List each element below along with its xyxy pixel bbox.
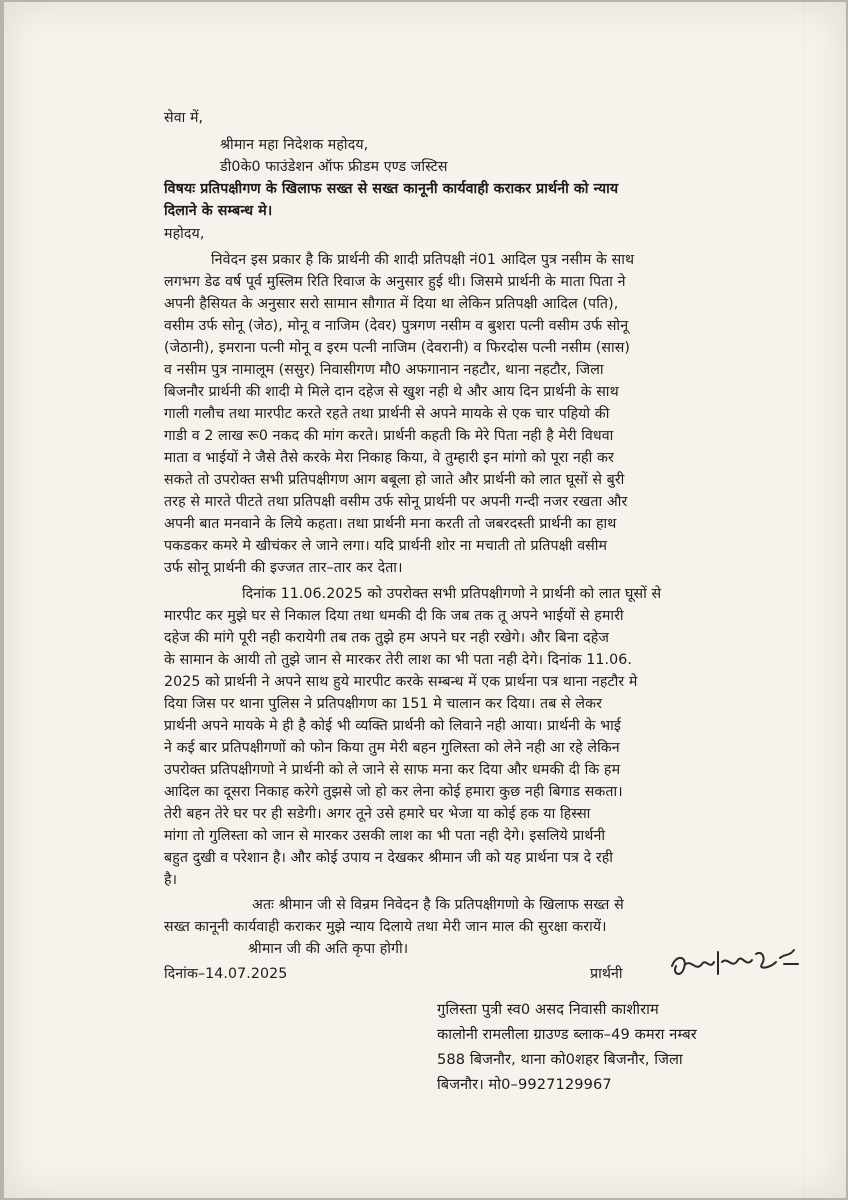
- body-line: अतः श्रीमान जी से विन्रम निवेदन है कि प्रतिपक्षीगणो के खिलाफ सख्त से: [252, 897, 624, 913]
- body-line: गाली गलौच तथा मारपीट करते रहते तथा प्रार्थनी से अपने मायके से एक चार पहियो की: [164, 406, 610, 422]
- body-line: दिनांक 11.06.2025 को उपरोक्त सभी प्रतिपक्षीगणो ने प्रार्थनी को लात घूसों से: [242, 586, 662, 602]
- recipient-org: डी0के0 फाउंडेशन ऑफ फ्रीडम एण्ड जस्टिस: [220, 159, 448, 175]
- subject-line-2: दिलाने के सम्बन्ध मे।: [164, 203, 273, 219]
- body-line: मांगा तो गुलिस्ता को जान से मारकर उसकी लाश का भी पता नही देगे। इसलिये प्रार्थनी: [164, 828, 606, 844]
- body-line: वसीम उर्फ सोनू (जेठ), मोनू व नाजिम (देवर) पुत्रगण नसीम व बुशरा पत्नी वसीम उर्फ सोनू: [164, 318, 629, 334]
- body-line: सकते तो उपरोक्त सभी प्रतिपक्षीगण आग बबूला हो जाते और प्रार्थनी को लात घूसों से बुरी: [164, 472, 625, 488]
- body-line: व नसीम पुत्र नामालूम (ससुर) निवासीगण मौ0 अफगानान नहटौर, थाना नहटौर, जिला: [164, 362, 604, 378]
- letter-page: [4, 2, 846, 1198]
- body-line: मारपीट कर मुझे घर से निकाल दिया तथा धमकी दी कि जब तक तू अपने भाईयों से हमारी: [164, 608, 624, 624]
- body-line: निवेदन इस प्रकार है कि प्रार्थनी की शादी प्रतिपक्षी नं01 आदिल पुत्र नसीम के साथ: [211, 252, 635, 268]
- body-line: बिजनौर प्रार्थनी की शादी मे मिले दान दहेज से खुश नही थे और आय दिन प्रार्थनी के साथ: [164, 384, 619, 400]
- recipient-name: श्रीमान महा निदेशक महोदय,: [220, 137, 369, 153]
- body-line: तेरी बहन तेरे घर पर ही सडेगी। अगर तूने उसे हमारे घर भेजा या कोई हक या हिस्सा: [164, 806, 591, 822]
- applicant-label: प्रार्थनी: [590, 966, 623, 982]
- body-line: गाडी व 2 लाख रू0 नकद की मांग करते। प्रार्थनी कहती कि मेरे पिता नही है मेरी विधवा: [164, 428, 614, 444]
- body-line: है।: [164, 872, 178, 888]
- body-line: बहुत दुखी व परेशान है। और कोई उपाय न देखकर श्रीमान जी को यह प्रार्थना पत्र दे रही: [164, 850, 614, 866]
- body-line: श्रीमान जी की अति कृपा होगी।: [248, 941, 409, 957]
- body-line: दहेज की मांगे पूरी नही करायेगी तब तक तुझे हम अपने घर नही रखेगे। और बिना दहेज: [164, 630, 610, 646]
- body-line: ने कई बार प्रतिपक्षीगणों को फोन किया तुम मेरी बहन गुलिस्ता को लेने नही आ रहे लेकिन: [164, 740, 620, 756]
- body-line: उपरोक्त प्रतिपक्षीगणो ने प्रार्थनी को ले जाने से साफ मना कर दिया और धमकी दी कि हम: [164, 762, 621, 778]
- body-line: 2025 को प्रार्थनी ने अपने साथ हुये मारपीट करके सम्बन्ध में एक प्रार्थना पत्र थाना नहटौर मे: [164, 674, 638, 690]
- body-line: लगभग डेढ वर्ष पूर्व मुस्लिम रिति रिवाज के अनुसार हुई थी। जिसमे प्रार्थनी के माता पिता ने: [164, 274, 626, 290]
- address-line: कालोनी रामलीला ग्राउण्ड ब्लाक–49 कमरा नम्बर: [437, 1026, 697, 1043]
- date-line: दिनांक–14.07.2025: [164, 966, 288, 982]
- body-line: उर्फ सोनू प्रार्थनी की इज्जत तार–तार कर देता।: [164, 560, 403, 576]
- body-line: माता व भाईयों ने जैसे तैसे करके मेरा निकाह किया, वे तुम्हारी इन मांगो को पूरा नही कर: [164, 450, 614, 466]
- address-line: गुलिस्ता पुत्री स्व0 असद निवासी काशीराम: [437, 1001, 659, 1018]
- body-line: अपनी हैसियत के अनुसार सरो सामान सौगात में दिया था लेकिन प्रतिपक्षी आदिल (पति),: [164, 296, 619, 312]
- address-line: बिजनौर। मो0–9927129967: [437, 1076, 612, 1093]
- body-line: के सामान के आयी तो तुझे जान से मारकर तेरी लाश का भी पता नही देगे। दिनांक 11.06.: [164, 652, 632, 668]
- body-line: सख्त कानूनी कार्यवाही कराकर मुझे न्याय दिलाये तथा मेरी जान माल की सुरक्षा करायें।: [164, 919, 607, 935]
- body-line: तरह से मारते पीटते तथा प्रतिपक्षी वसीम उर्फ सोनू प्रार्थनी पर अपनी गन्दी नजर रखता और: [164, 494, 628, 510]
- body-line: प्रार्थनी अपने मायके मे ही है कोई भी व्यक्ति प्रार्थनी को लिवाने नही आया। प्रार्थनी के भाई: [164, 718, 621, 734]
- body-line: अपनी बात मनवाने के लिये कहता। तथा प्रार्थनी मना करती तो जबरदस्ती प्रार्थनी का हाथ: [164, 516, 617, 532]
- body-line: दिया जिस पर थाना पुलिस ने प्रतिपक्षीगण का 151 मे चालान कर दिया। तब से लेकर: [164, 696, 602, 712]
- salutation-to: सेवा में,: [164, 110, 204, 126]
- greeting: महोदय,: [164, 226, 205, 242]
- signature-icon: [666, 944, 801, 984]
- address-line: 588 बिजनौर, थाना को0शहर बिजनौर, जिला: [437, 1051, 683, 1068]
- paper-fold: [804, 2, 806, 1198]
- body-line: आदिल का दूसरा निकाह करेगे तुझसे जो हो कर लेना कोई हमारा कुछ नही बिगाड सकता।: [164, 784, 623, 800]
- body-line: पकडकर कमरे मे खीचंकर ले जाने लगा। यदि प्रार्थनी शोर ना मचाती तो प्रतिपक्षी वसीम: [164, 538, 608, 554]
- subject-line-1: विषयः प्रतिपक्षीगण के खिलाफ सख्त से सख्त कानूनी कार्यवाही कराकर प्रार्थनी को न्याय: [164, 181, 619, 197]
- body-line: (जेठानी), इमराना पत्नी मोनू व इरम पत्नी नाजिम (देवरानी) व फिरदोस पत्नी नसीम (सास): [164, 340, 631, 356]
